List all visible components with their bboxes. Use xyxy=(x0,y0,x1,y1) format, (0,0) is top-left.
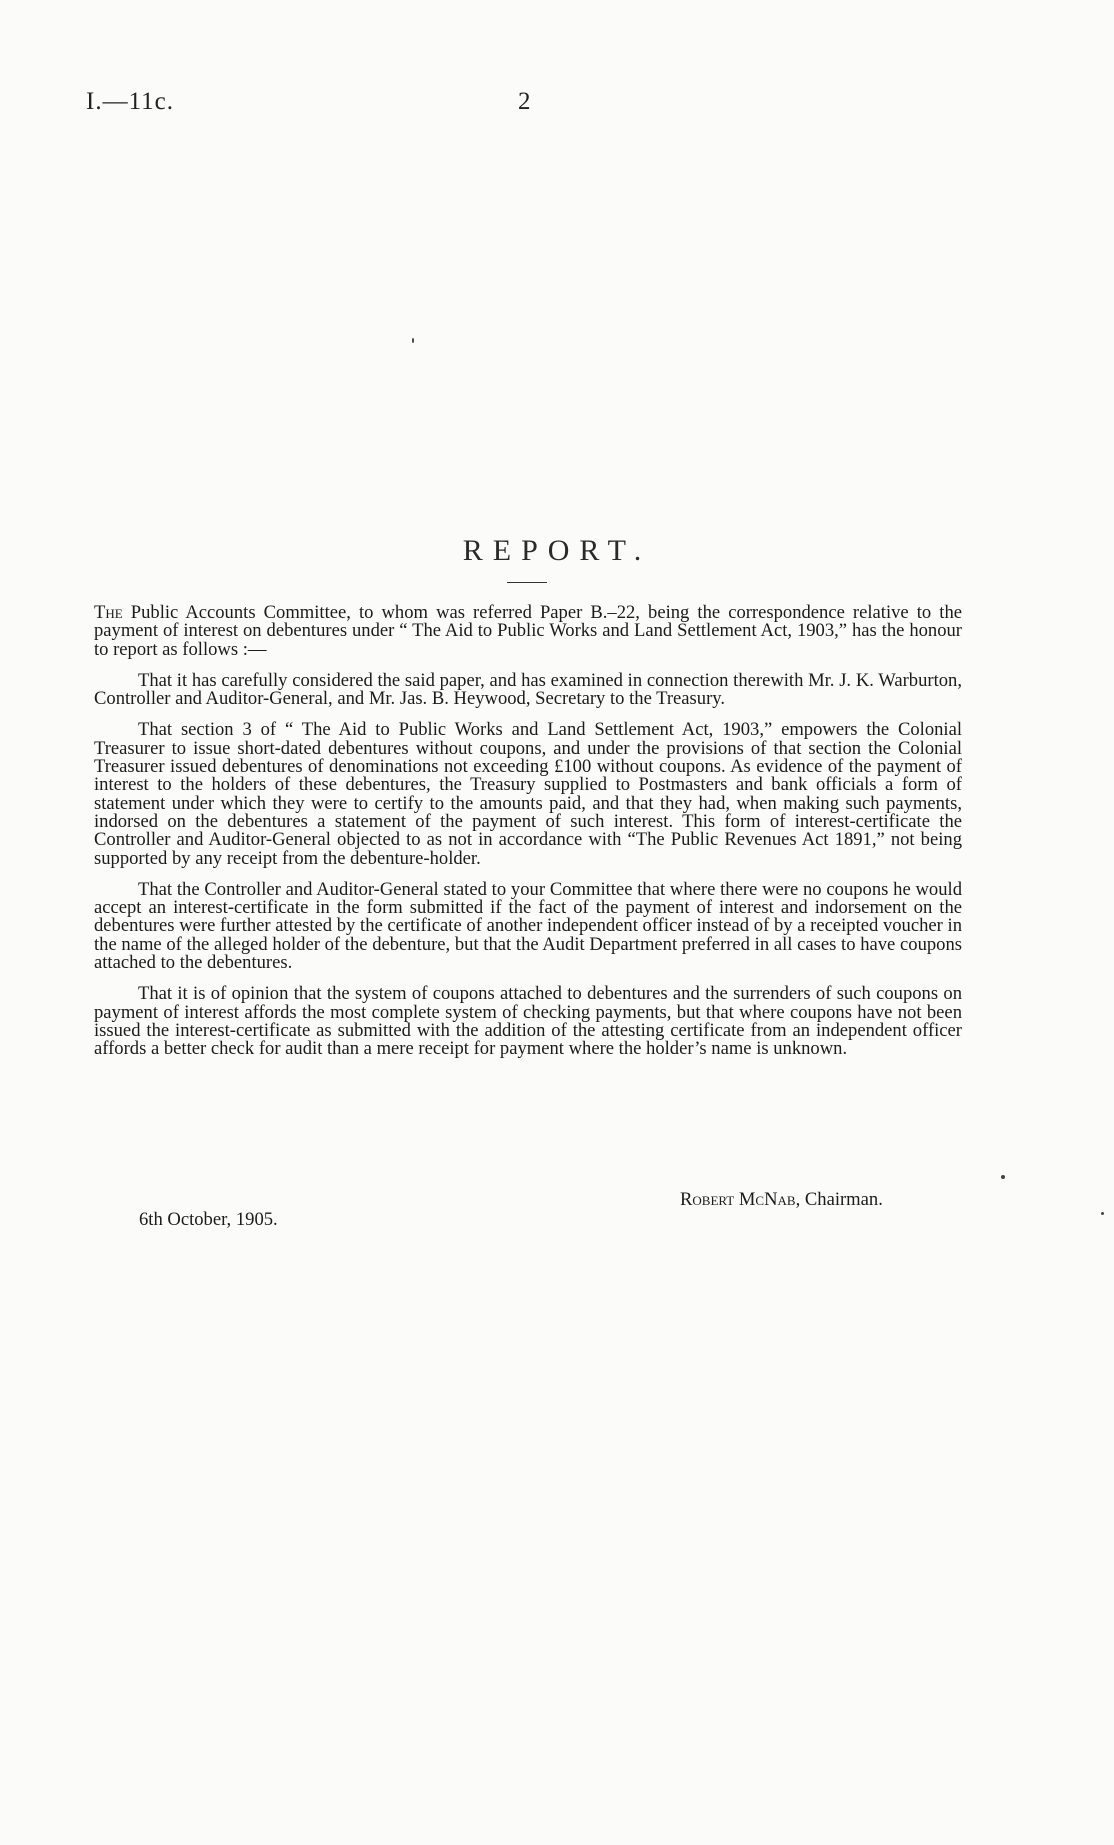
signatory-name: Robert McNab xyxy=(680,1189,796,1210)
page-number: 2 xyxy=(518,88,531,115)
signature xyxy=(680,1190,883,1210)
scan-speck xyxy=(1001,1175,1005,1179)
report-date: 6th October, 1905. xyxy=(139,1209,278,1230)
report-body xyxy=(94,604,962,1072)
intro-lead-word: The xyxy=(94,602,123,623)
signatory-title: , Chairman. xyxy=(795,1189,883,1210)
intro-text: Public Accounts Committee, to whom was referred Paper B.–22, being the correspondence relative to the payment of interest on debentures under “ The Aid to Public Works and Land Settlement Act, 1903,” has the honour to report as follows :— xyxy=(94,602,962,660)
paper-reference: I.—11c. xyxy=(86,88,174,115)
scan-speck xyxy=(412,338,414,343)
paragraph-opinion: That it is of opinion that the system of coupons attached to debentures and the surrenders of such coupons on payment of interest affords the most complete system of checking payments, but that where coupons have not been issued the interest-certificate as submitted with the addition of the attesting certificate from an independent officer affords a better check for audit than a mere receipt for payment where the holder’s name is unknown. xyxy=(94,983,962,1060)
paragraph-section-three: That section 3 of “ The Aid to Public Works and Land Settlement Act, 1903,” empowers the Colonial Treasurer to issue short-dated debentures without coupons, and under the provisions of that section the Colonial Treasurer issued debentures of denominations not exceeding £100 without coupons. As evidence of the payment of interest to the holders of these debentures, the Treasury supplied to Postmasters and bank officials a form of statement under which they were to certify to the amounts paid, and that they had, when making such payments, indorsed on the debentures a statement of the payment of such interest. This form of interest-certificate the Controller and Auditor-General objected to as not in accordance with “The Public Revenues Act 1891,” not being supported by any receipt from the debenture-holder. xyxy=(94,719,962,869)
scan-speck xyxy=(1101,1212,1104,1215)
paragraph-consideration: That it has carefully considered the said paper, and has examined in connection therewith Mr. J. K. Warburton, Controller and Auditor-General, and Mr. Jas. B. Heywood, Secretary to the Treasury. xyxy=(94,669,962,710)
title-rule xyxy=(507,582,547,583)
intro-paragraph xyxy=(94,604,962,659)
report-title: REPORT. xyxy=(462,534,652,567)
paragraph-auditor-statement: That the Controller and Auditor-General stated to your Committee that where there were no coupons he would accept an interest-certificate in the form submitted if the fact of the payment of interest and indorsement on the debentures were further attested by the certificate of another independent officer instead of by a receipted voucher in the name of the alleged holder of the debenture, but that the Audit Department preferred in all cases to have coupons attached to the debentures. xyxy=(94,878,962,974)
